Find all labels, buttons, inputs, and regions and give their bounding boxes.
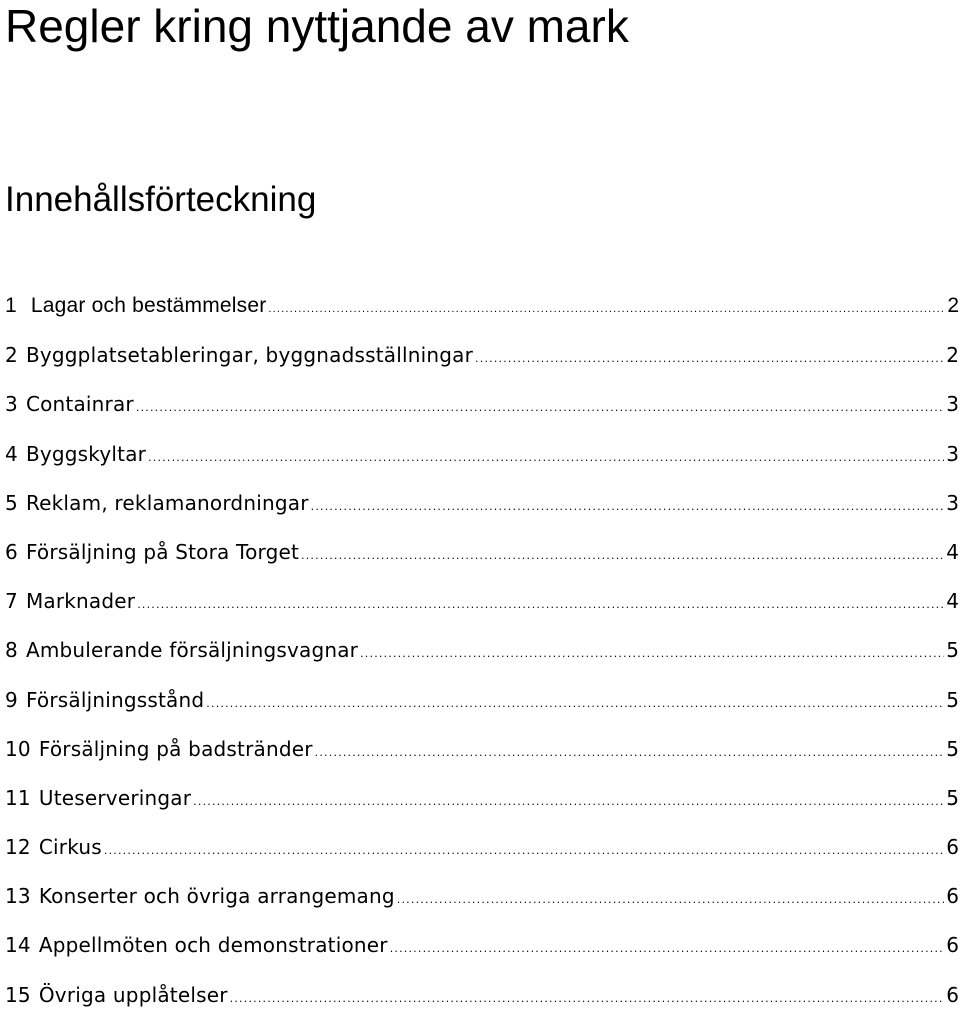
toc-entry-label: Ambulerande försäljningsvagnar: [25, 638, 359, 663]
toc-entry-page: 6: [946, 835, 959, 860]
toc-entry-number: 11: [5, 785, 31, 810]
toc-entry[interactable]: [5, 776, 960, 825]
toc-entry-label: Byggskyltar: [25, 441, 147, 466]
toc-entry[interactable]: [5, 678, 960, 727]
toc-entry-page: 4: [946, 589, 959, 614]
dot-leader: [268, 287, 945, 331]
toc-entry-number: 2: [5, 343, 18, 368]
toc-entry-title: [5, 481, 309, 525]
toc-entry-label: Uteserveringar: [38, 785, 192, 810]
dot-leader: [136, 386, 944, 430]
toc-entry[interactable]: [5, 530, 960, 579]
toc-entry-number: 14: [5, 933, 31, 958]
toc-entry-label: Byggplatsetableringar, byggnadsställningar: [25, 343, 474, 368]
toc-entry[interactable]: [5, 432, 960, 481]
toc-entry-title: [5, 678, 204, 722]
toc-entry-label: Containrar: [25, 392, 134, 417]
toc-entry-label: Försäljning på Stora Torget: [25, 539, 300, 564]
dot-leader: [230, 977, 945, 1021]
toc-entry-title: [5, 874, 395, 918]
toc-entry-page: 3: [946, 392, 959, 417]
toc-entry-page: 4: [946, 539, 959, 564]
dot-leader: [137, 583, 944, 627]
toc-entry-title: [5, 923, 388, 967]
toc-entry-page: 2: [946, 343, 959, 368]
toc-entry-page: 2: [947, 294, 959, 317]
toc-entry-page: 3: [946, 490, 959, 515]
toc-entry[interactable]: [5, 727, 960, 776]
toc-entry-number: 6: [5, 539, 18, 564]
toc-heading: Innehållsförteckning: [5, 180, 317, 219]
dot-leader: [301, 534, 944, 578]
toc-entry-title: [5, 825, 102, 869]
toc-entry-title: [5, 628, 358, 672]
dot-leader: [193, 780, 944, 824]
toc-entry-label: Reklam, reklamanordningar: [25, 490, 309, 515]
toc-entry-number: 9: [5, 687, 18, 712]
toc-entry[interactable]: [5, 284, 960, 333]
toc-entry-title: [5, 432, 146, 476]
dot-leader: [390, 927, 945, 971]
toc-entry-label: Övriga upplåtelser: [38, 982, 228, 1007]
toc-entry-page: 3: [946, 441, 959, 466]
toc-entry-label: Appellmöten och demonstrationer: [38, 933, 388, 958]
toc-entry-title: [5, 579, 135, 623]
table-of-contents: [5, 284, 960, 1022]
toc-entry-number: 1: [5, 294, 17, 317]
toc-entry-title: [5, 973, 228, 1017]
toc-entry[interactable]: [5, 923, 960, 972]
toc-entry-number: 3: [5, 392, 18, 417]
toc-entry[interactable]: [5, 628, 960, 677]
dot-leader: [397, 878, 944, 922]
toc-entry[interactable]: [5, 382, 960, 431]
dot-leader: [311, 485, 945, 529]
toc-entry-number: 10: [5, 736, 31, 761]
toc-entry[interactable]: [5, 973, 960, 1022]
toc-entry[interactable]: [5, 874, 960, 923]
toc-entry-title: [5, 333, 473, 377]
toc-entry-number: 13: [5, 884, 31, 909]
toc-entry-label: Marknader: [25, 589, 136, 614]
toc-entry-title: [5, 382, 134, 426]
toc-entry-page: 5: [946, 736, 959, 761]
toc-entry-page: 6: [946, 933, 959, 958]
document-title: Regler kring nyttjande av mark: [5, 0, 629, 52]
toc-entry-page: 5: [946, 687, 959, 712]
dot-leader: [475, 337, 944, 381]
dot-leader: [315, 731, 945, 775]
toc-entry-number: 4: [5, 441, 18, 466]
toc-entry-page: 5: [946, 785, 959, 810]
toc-entry-title: [5, 776, 191, 820]
toc-entry-page: 6: [946, 884, 959, 909]
toc-entry[interactable]: [5, 481, 960, 530]
toc-entry[interactable]: [5, 333, 960, 382]
toc-entry-number: 7: [5, 589, 18, 614]
toc-entry-label: Konserter och övriga arrangemang: [38, 884, 395, 909]
toc-entry-label: Lagar och bestämmelser: [30, 294, 267, 317]
toc-entry-page: 6: [946, 982, 959, 1007]
dot-leader: [206, 682, 944, 726]
toc-entry-title: [5, 530, 299, 574]
toc-entry-number: 12: [5, 835, 31, 860]
toc-entry-label: Försäljning på badstränder: [38, 736, 313, 761]
toc-entry[interactable]: [5, 579, 960, 628]
toc-entry[interactable]: [5, 825, 960, 874]
dot-leader: [104, 829, 944, 873]
toc-entry-label: Försäljningsstånd: [25, 687, 205, 712]
toc-entry-number: 5: [5, 490, 18, 515]
toc-entry-title: [5, 727, 313, 771]
toc-entry-title: [5, 284, 266, 328]
dot-leader: [148, 436, 944, 480]
toc-entry-number: 8: [5, 638, 18, 663]
toc-entry-page: 5: [946, 638, 959, 663]
toc-entry-label: Cirkus: [38, 835, 102, 860]
toc-entry-number: 15: [5, 982, 31, 1007]
dot-leader: [360, 632, 944, 676]
